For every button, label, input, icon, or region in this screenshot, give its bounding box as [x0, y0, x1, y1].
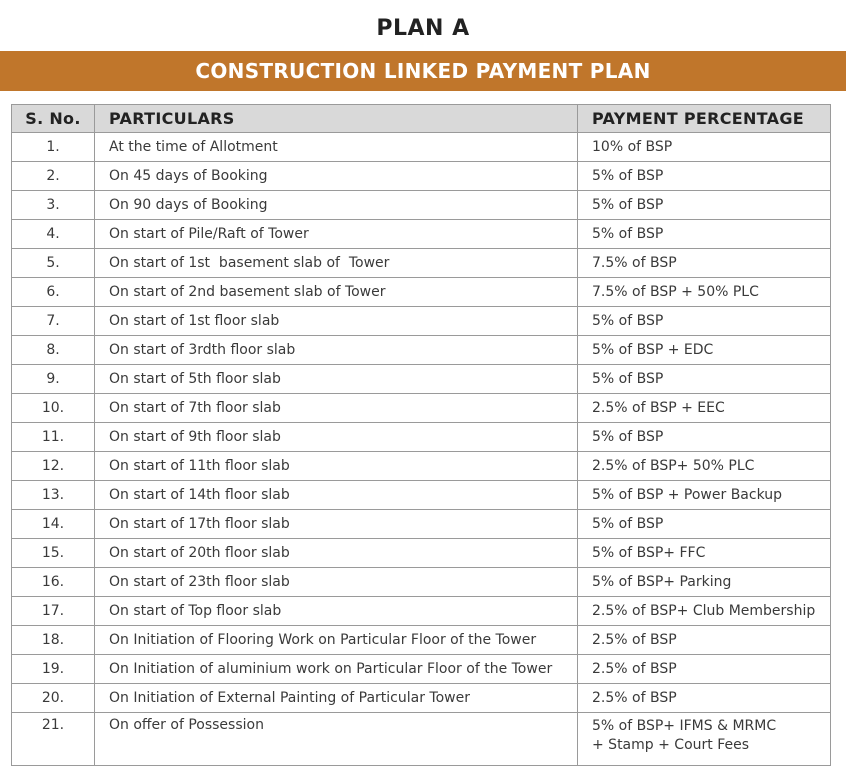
cell-sno: 4. [12, 220, 95, 249]
cell-sno: 20. [12, 684, 95, 713]
cell-sno: 9. [12, 365, 95, 394]
cell-particular: On start of 2nd basement slab of Tower [95, 278, 578, 307]
table-row [12, 336, 831, 365]
table-row [12, 278, 831, 307]
cell-sno: 6. [12, 278, 95, 307]
table-row [12, 394, 831, 423]
cell-payment: 5% of BSP [578, 191, 831, 220]
column-header-particulars: PARTICULARS [95, 105, 578, 133]
cell-sno: 15. [12, 539, 95, 568]
table-row [12, 597, 831, 626]
cell-particular: On start of 14th floor slab [95, 481, 578, 510]
cell-payment: 2.5% of BSP + EEC [578, 394, 831, 423]
cell-payment: 5% of BSP + Power Backup [578, 481, 831, 510]
table-row [12, 191, 831, 220]
table-row [12, 220, 831, 249]
column-header-payment: PAYMENT PERCENTAGE [578, 105, 831, 133]
cell-particular: On start of Pile/Raft of Tower [95, 220, 578, 249]
cell-particular: On start of 1st basement slab of Tower [95, 249, 578, 278]
plan-title: PLAN A [376, 16, 470, 41]
table-row [12, 539, 831, 568]
cell-payment: 5% of BSP [578, 162, 831, 191]
cell-sno: 12. [12, 452, 95, 481]
cell-particular: On Initiation of External Painting of Particular Tower [95, 684, 578, 713]
table-row [12, 249, 831, 278]
cell-payment: 5% of BSP+ Parking [578, 568, 831, 597]
cell-particular: On start of 11th floor slab [95, 452, 578, 481]
cell-payment: 2.5% of BSP [578, 684, 831, 713]
cell-payment: 10% of BSP [578, 133, 831, 162]
cell-particular: On start of 7th floor slab [95, 394, 578, 423]
cell-particular: On start of 17th floor slab [95, 510, 578, 539]
cell-particular: On start of 1st floor slab [95, 307, 578, 336]
table-row [12, 162, 831, 191]
table-row [12, 655, 831, 684]
cell-payment: 2.5% of BSP [578, 626, 831, 655]
table-row [12, 510, 831, 539]
table-row [12, 481, 831, 510]
cell-payment: 5% of BSP [578, 423, 831, 452]
cell-particular: On start of Top floor slab [95, 597, 578, 626]
payment-line-2: + Stamp + Court Fees [592, 737, 750, 753]
cell-payment: 2.5% of BSP [578, 655, 831, 684]
cell-sno: 1. [12, 133, 95, 162]
cell-sno: 2. [12, 162, 95, 191]
cell-particular: On start of 9th floor slab [95, 423, 578, 452]
cell-sno: 11. [12, 423, 95, 452]
table-row [12, 365, 831, 394]
cell-payment: 5% of BSP [578, 510, 831, 539]
cell-sno: 8. [12, 336, 95, 365]
cell-sno: 16. [12, 568, 95, 597]
cell-sno: 18. [12, 626, 95, 655]
cell-particular: On Initiation of aluminium work on Particular Floor of the Tower [95, 655, 578, 684]
cell-particular: On start of 3rdth floor slab [95, 336, 578, 365]
table-row [12, 713, 831, 766]
cell-sno: 7. [12, 307, 95, 336]
payment-line-1: 5% of BSP+ IFMS & MRMC [592, 718, 777, 734]
table-header-row [12, 105, 831, 133]
cell-sno: 21. [12, 713, 95, 766]
cell-sno: 14. [12, 510, 95, 539]
cell-particular: On start of 20th floor slab [95, 539, 578, 568]
cell-particular: On start of 5th floor slab [95, 365, 578, 394]
table-row [12, 626, 831, 655]
cell-sno: 17. [12, 597, 95, 626]
table-row [12, 568, 831, 597]
table-row [12, 133, 831, 162]
cell-payment: 5% of BSP [578, 365, 831, 394]
cell-particular: At the time of Allotment [95, 133, 578, 162]
cell-payment: 5% of BSP [578, 220, 831, 249]
table-row [12, 452, 831, 481]
table-row [12, 684, 831, 713]
cell-payment: 5% of BSP [578, 307, 831, 336]
table-row [12, 307, 831, 336]
plan-banner: CONSTRUCTION LINKED PAYMENT PLAN [0, 51, 846, 91]
cell-sno: 13. [12, 481, 95, 510]
cell-payment: 7.5% of BSP + 50% PLC [578, 278, 831, 307]
column-header-sno: S. No. [12, 105, 95, 133]
payment-plan-table [11, 104, 831, 766]
cell-particular: On 45 days of Booking [95, 162, 578, 191]
cell-payment: 5% of BSP + EDC [578, 336, 831, 365]
table-row [12, 423, 831, 452]
cell-payment [578, 713, 831, 766]
cell-sno: 10. [12, 394, 95, 423]
cell-particular: On start of 23th floor slab [95, 568, 578, 597]
cell-payment: 5% of BSP+ FFC [578, 539, 831, 568]
cell-sno: 3. [12, 191, 95, 220]
cell-sno: 5. [12, 249, 95, 278]
cell-particular: On 90 days of Booking [95, 191, 578, 220]
cell-particular: On Initiation of Flooring Work on Particular Floor of the Tower [95, 626, 578, 655]
cell-sno: 19. [12, 655, 95, 684]
cell-payment: 7.5% of BSP [578, 249, 831, 278]
cell-payment: 2.5% of BSP+ Club Membership [578, 597, 831, 626]
cell-particular: On offer of Possession [95, 713, 578, 766]
cell-payment: 2.5% of BSP+ 50% PLC [578, 452, 831, 481]
